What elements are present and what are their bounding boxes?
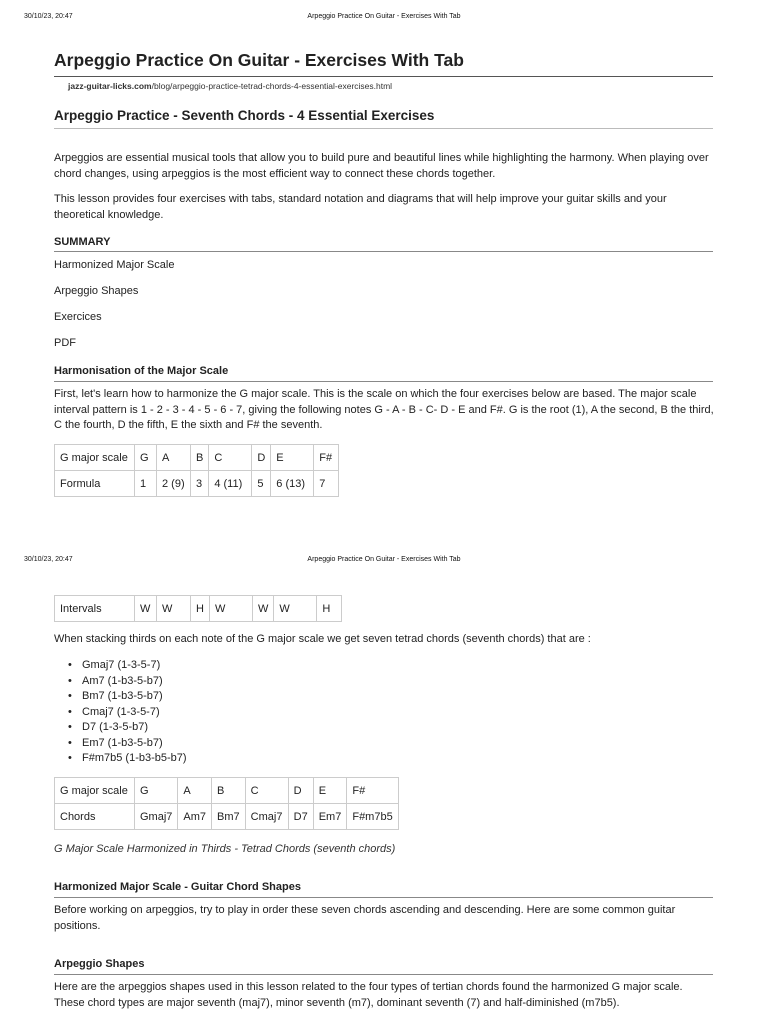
article-subtitle: Arpeggio Practice - Seventh Chords - 4 Essential Exercises [54, 108, 435, 123]
table-cell: F#m7b5 [347, 804, 398, 830]
table-cell: C [245, 778, 288, 804]
table-cell: F# [347, 778, 398, 804]
chord-list [68, 658, 187, 767]
table-cell: 1 [135, 471, 157, 497]
print-page-title: Arpeggio Practice On Guitar - Exercises With Tab [307, 13, 461, 20]
table-cell: E [313, 778, 347, 804]
chord-shapes-paragraph: Before working on arpeggios, try to play in order these seven chords ascending and descending. Here are some common guitar positions. [54, 904, 676, 932]
table-cell: B [212, 778, 246, 804]
intro-paragraph-1: Arpeggios are essential musical tools that allow you to build pure and beautiful lines while highlighting the harmony. When playing over chord changes, using arpeggios is the most efficient way to connect these chords together. [54, 152, 709, 180]
table-cell: Gmaj7 [135, 804, 178, 830]
arpeggio-shapes-paragraph: Here are the arpeggios shapes used in this lesson related to the four types of tertian chords found the harmonized G major scale. These chord types are major seventh (maj7), minor seventh (m7), dominant seventh (7) and half-diminished (m7b5). [54, 981, 683, 1009]
harmonized-chords-table [54, 777, 399, 830]
table-cell: 2 (9) [157, 471, 191, 497]
source-url[interactable] [68, 81, 708, 91]
table-row [55, 596, 342, 622]
intervals-table [54, 595, 342, 622]
table-cell: 3 [191, 471, 209, 497]
print-timestamp: 30/10/23, 20:47 [24, 556, 73, 563]
table-cell: W [209, 596, 252, 622]
table-cell: 7 [314, 471, 339, 497]
source-domain[interactable]: jazz-guitar-licks.com [68, 81, 152, 91]
table-cell: D [252, 445, 271, 471]
summary-item-harmonized-major-scale[interactable]: Harmonized Major Scale [54, 259, 175, 271]
table-cell: Intervals [55, 596, 135, 622]
list-item: • Bm7 (1-b3-5-b7) [68, 689, 187, 705]
table-cell: Am7 [178, 804, 212, 830]
table-cell: G major scale [55, 778, 135, 804]
table-cell: B [191, 445, 209, 471]
summary-heading: SUMMARY [54, 236, 111, 248]
scale-formula-table [54, 444, 339, 497]
table-cell: H [191, 596, 210, 622]
table-cell: H [317, 596, 342, 622]
arpeggio-shapes-divider [54, 974, 713, 975]
table-cell: Bm7 [212, 804, 246, 830]
table-cell: W [135, 596, 157, 622]
list-item: • Em7 (1-b3-5-b7) [68, 736, 187, 752]
table-row [55, 471, 339, 497]
stacking-paragraph: When stacking thirds on each note of the G major scale we get seven tetrad chords (seventh chords) that are : [54, 633, 591, 645]
table-cell: G [135, 445, 157, 471]
table-cell: 6 (13) [271, 471, 314, 497]
page-title: Arpeggio Practice On Guitar - Exercises With Tab [54, 50, 464, 70]
table-cell: G [135, 778, 178, 804]
table-row [55, 778, 399, 804]
list-item: • Gmaj7 (1-3-5-7) [68, 658, 187, 674]
harmonisation-heading: Harmonisation of the Major Scale [54, 365, 229, 377]
print-header [0, 13, 768, 27]
list-item: • D7 (1-3-5-b7) [68, 720, 187, 736]
print-timestamp: 30/10/23, 20:47 [24, 13, 73, 20]
table-row [55, 445, 339, 471]
table-cell: Cmaj7 [245, 804, 288, 830]
table-cell: G major scale [55, 445, 135, 471]
summary-item-pdf[interactable]: PDF [54, 337, 76, 349]
source-path[interactable]: /blog/arpeggio-practice-tetrad-chords-4-essential-exercises.html [151, 81, 393, 91]
print-page-title: Arpeggio Practice On Guitar - Exercises With Tab [307, 556, 461, 563]
table-cell: W [157, 596, 191, 622]
summary-item-exercices[interactable]: Exercices [54, 311, 102, 323]
list-item: • Am7 (1-b3-5-b7) [68, 674, 187, 690]
subtitle-divider [54, 128, 713, 129]
table-cell: Chords [55, 804, 135, 830]
intro-paragraph-2: This lesson provides four exercises with tabs, standard notation and diagrams that will help improve your guitar skills and your theoretical knowledge. [54, 193, 667, 221]
table-cell: C [209, 445, 252, 471]
table-cell: E [271, 445, 314, 471]
arpeggio-shapes-heading: Arpeggio Shapes [54, 958, 145, 970]
table-caption: G Major Scale Harmonized in Thirds - Tetrad Chords (seventh chords) [54, 843, 396, 855]
table-row [55, 804, 399, 830]
table-cell: D [288, 778, 313, 804]
table-cell: A [178, 778, 212, 804]
table-cell: Em7 [313, 804, 347, 830]
table-cell: F# [314, 445, 339, 471]
list-item: • F#m7b5 (1-b3-b5-b7) [68, 751, 187, 767]
table-cell: W [252, 596, 273, 622]
summary-item-arpeggio-shapes[interactable]: Arpeggio Shapes [54, 285, 139, 297]
chord-shapes-heading: Harmonized Major Scale - Guitar Chord Shapes [54, 881, 301, 893]
table-cell: W [274, 596, 317, 622]
list-item: • Cmaj7 (1-3-5-7) [68, 705, 187, 721]
title-divider [54, 76, 713, 77]
table-cell: A [157, 445, 191, 471]
table-cell: 5 [252, 471, 271, 497]
harmonisation-divider [54, 381, 713, 382]
print-header [0, 556, 768, 570]
chord-shapes-divider [54, 897, 713, 898]
table-cell: 4 (11) [209, 471, 252, 497]
table-cell: Formula [55, 471, 135, 497]
table-cell: D7 [288, 804, 313, 830]
harmonisation-paragraph: First, let's learn how to harmonize the G major scale. This is the scale on which the four exercises below are based. The major scale interval pattern is 1 - 2 - 3 - 4 - 5 - 6 - 7, giving the following notes G - A - B - C- D - E and F#. G is the root (1), A the second, B the third, C the fourth, D the fifth, E the sixth and F# the seventh. [54, 388, 714, 431]
summary-divider [54, 251, 713, 252]
